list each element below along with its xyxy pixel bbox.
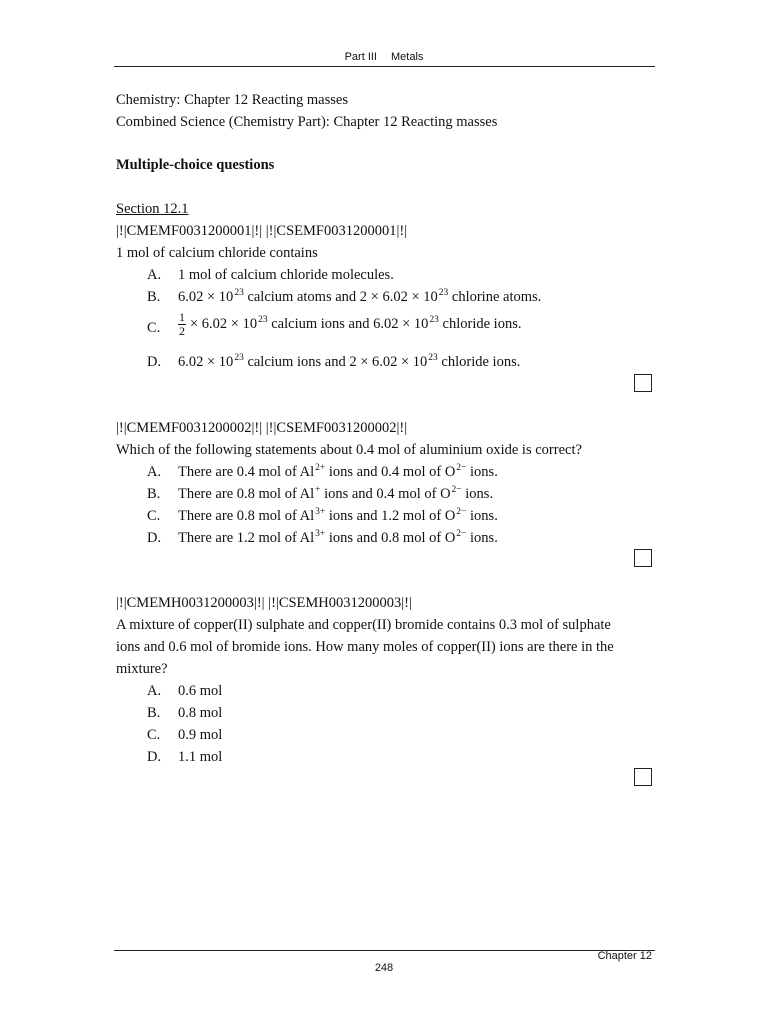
- question-2-answer-box[interactable]: [634, 549, 652, 567]
- option-label: C.: [147, 508, 161, 524]
- question-1-answer-box[interactable]: [634, 374, 652, 392]
- option-text: There are 0.8 mol of $Al^{3+}$ ions and 1.2 mol of $O^{2-}$ ions.: [178, 507, 498, 524]
- header-topic: Metals: [391, 51, 424, 63]
- question-2-code: |!|CMEMF0031200002|!| |!|CSEMF0031200002|!|: [116, 420, 408, 436]
- footer-rule: [114, 950, 655, 951]
- header-rule: [114, 66, 655, 67]
- option-text: There are 1.2 mol of $Al^{3+}$ ions and 0.8 mol of $O^{2-}$ ions.: [178, 529, 498, 546]
- section-heading: Multiple-choice questions: [116, 157, 275, 173]
- question-3-code: |!|CMEMH0031200003|!| |!|CSEMH0031200003|!|: [116, 595, 412, 611]
- question-3-stem-line-2: ions and 0.6 mol of bromide ions. How many moles of copper(II) ions are there in the: [116, 639, 614, 655]
- option-text: 0.6 mol: [178, 683, 223, 699]
- option-label: D.: [147, 749, 162, 765]
- section-title: Section 12.1: [116, 201, 189, 217]
- intro-line-chemistry: Chemistry: Chapter 12 Reacting masses: [116, 92, 348, 108]
- question-1-code: |!|CMEMF0031200001|!| |!|CSEMF0031200001|!|: [116, 223, 408, 239]
- option-label: D.: [147, 354, 162, 370]
- option-text: There are 0.8 mol of Al+ ions and 0.4 mol of $O^{2-}$ ions.: [178, 485, 494, 502]
- option-label: B.: [147, 486, 161, 502]
- question-3-stem-line-3: mixture?: [116, 661, 168, 677]
- option-text: $\frac{1}{2}$ × $6.02 \times 10^{23}$ calcium ions and $6.02 \times 10^{23}$ chloride ions.: [179, 310, 522, 338]
- fraction-half: $\frac{1}{2}$: [179, 310, 185, 338]
- option-label: A.: [147, 464, 162, 480]
- option-label: B.: [147, 705, 161, 721]
- option-label: B.: [147, 289, 161, 305]
- question-3-answer-box[interactable]: [634, 768, 652, 786]
- option-text: 1.1 mol: [178, 749, 223, 765]
- intro-line-combined: Combined Science (Chemistry Part): Chapter 12 Reacting masses: [116, 114, 498, 130]
- question-3-stem-line-1: A mixture of copper(II) sulphate and copper(II) bromide contains 0.3 mol of sulphate: [116, 617, 611, 633]
- option-label: D.: [147, 530, 162, 546]
- option-label: C.: [147, 320, 161, 336]
- option-label: C.: [147, 727, 161, 743]
- option-text: 0.9 mol: [178, 727, 223, 743]
- option-text: $6.02 \times 10^{23}$ calcium ions and $2 \times 6.02 \times 10^{23}$ chloride ions.: [178, 353, 521, 370]
- question-1-stem: 1 mol of calcium chloride contains: [116, 245, 318, 261]
- header-part: Part III: [344, 51, 377, 63]
- page-number: 248: [374, 962, 394, 974]
- option-text: $6.02 \times 10^{23}$ calcium atoms and $2 \times 6.02 \times 10^{23}$ chlorine atoms.: [178, 288, 542, 305]
- question-2-stem: Which of the following statements about 0.4 mol of aluminium oxide is correct?: [116, 442, 582, 458]
- option-label: A.: [147, 683, 162, 699]
- option-text: 0.8 mol: [178, 705, 223, 721]
- footer-chapter: Chapter 12: [597, 950, 652, 962]
- option-label: A.: [147, 267, 162, 283]
- running-header: [0, 51, 768, 63]
- option-text: There are 0.4 mol of $Al^{2+}$ ions and 0.4 mol of $O^{2-}$ ions.: [178, 463, 498, 480]
- option-text: 1 mol of calcium chloride molecules.: [178, 267, 394, 283]
